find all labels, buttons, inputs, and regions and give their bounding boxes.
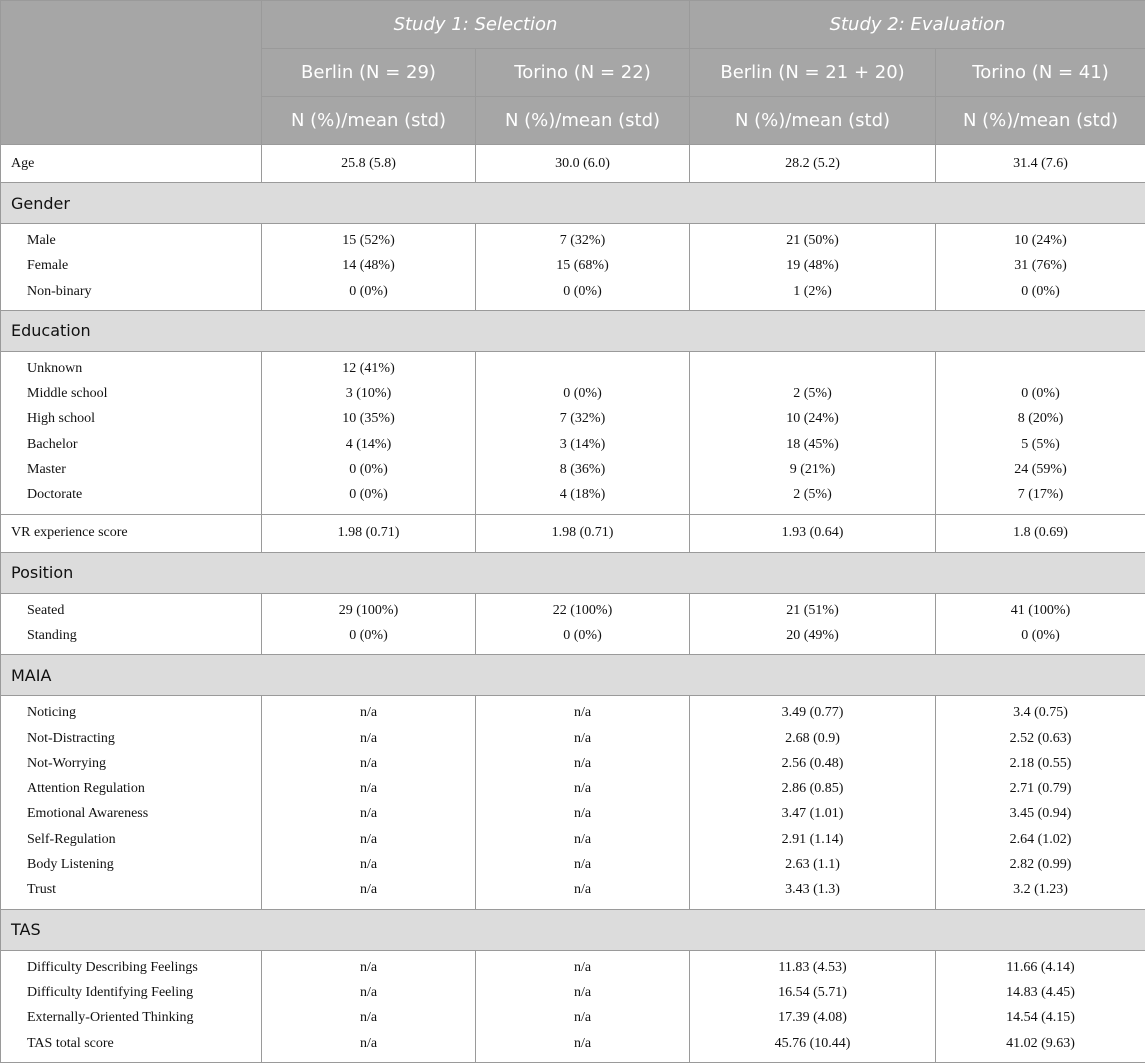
group-column-cells [476, 950, 690, 1062]
cell: n/a [476, 827, 689, 852]
group-labels [1, 224, 262, 311]
table-row-group-gender [1, 224, 1145, 311]
cell: 10 (24%) [936, 228, 1145, 253]
group-labels [1, 696, 262, 909]
row-label: Age [1, 145, 262, 183]
cell: 24 (59%) [936, 457, 1145, 482]
section-title: Position [1, 552, 1145, 593]
group-column-cells [262, 224, 476, 311]
stat-label: N (%)/mean (std) [936, 97, 1145, 145]
cell: 4 (18%) [476, 482, 689, 507]
section-title: Gender [1, 183, 1145, 224]
cell: 14.83 (4.45) [936, 980, 1145, 1005]
section-tas [1, 909, 1145, 950]
cell: 9 (21%) [690, 457, 935, 482]
cell: 25.8 (5.8) [262, 145, 476, 183]
cell: 0 (0%) [476, 381, 689, 406]
cell: 21 (51%) [690, 598, 935, 623]
section-title: MAIA [1, 655, 1145, 696]
cell: n/a [476, 1005, 689, 1030]
cell: n/a [476, 751, 689, 776]
row-label: Master [11, 457, 261, 482]
cell: 1 (2%) [690, 279, 935, 304]
cell: n/a [476, 877, 689, 902]
group-column-cells [690, 696, 936, 909]
row-label: TAS total score [11, 1031, 261, 1056]
cell: 3 (14%) [476, 432, 689, 457]
table-row-vr [1, 514, 1145, 552]
cell: 11.66 (4.14) [936, 955, 1145, 980]
table-row-group-tas [1, 950, 1145, 1062]
group-header-torino-2: Torino (N = 41) [936, 49, 1145, 97]
table-row-group-position [1, 593, 1145, 655]
stat-label: N (%)/mean (std) [262, 97, 476, 145]
group-column-cells [476, 351, 690, 514]
cell: 2.52 (0.63) [936, 726, 1145, 751]
group-column-cells [936, 696, 1145, 909]
group-labels [1, 351, 262, 514]
cell: 2.63 (1.1) [690, 852, 935, 877]
cell: 0 (0%) [476, 623, 689, 648]
cell: 3 (10%) [262, 381, 475, 406]
cell: n/a [476, 980, 689, 1005]
cell: 1.8 (0.69) [936, 514, 1145, 552]
stat-label: N (%)/mean (std) [690, 97, 936, 145]
row-label: Body Listening [11, 852, 261, 877]
cell: 15 (52%) [262, 228, 475, 253]
section-maia [1, 655, 1145, 696]
cell: 14 (48%) [262, 253, 475, 278]
cell [476, 356, 689, 381]
cell: 1.93 (0.64) [690, 514, 936, 552]
cell: n/a [476, 955, 689, 980]
cell: n/a [262, 877, 475, 902]
cell: 29 (100%) [262, 598, 475, 623]
section-title: Education [1, 310, 1145, 351]
group-header-torino-1: Torino (N = 22) [476, 49, 690, 97]
row-label: VR experience score [1, 514, 262, 552]
group-column-cells [476, 696, 690, 909]
cell: n/a [262, 980, 475, 1005]
cell: n/a [476, 726, 689, 751]
row-label: Not-Worrying [11, 751, 261, 776]
row-label: Attention Regulation [11, 776, 261, 801]
cell: 0 (0%) [936, 381, 1145, 406]
cell: 3.45 (0.94) [936, 801, 1145, 826]
group-header-berlin-2: Berlin (N = 21 + 20) [690, 49, 936, 97]
group-labels [1, 950, 262, 1062]
study1-header: Study 1: Selection [262, 1, 690, 49]
cell: 2.56 (0.48) [690, 751, 935, 776]
section-title: TAS [1, 909, 1145, 950]
cell: 0 (0%) [262, 457, 475, 482]
cell: 0 (0%) [476, 279, 689, 304]
table-row-group-maia [1, 696, 1145, 909]
cell: 41 (100%) [936, 598, 1145, 623]
cell: n/a [262, 726, 475, 751]
cell: 7 (17%) [936, 482, 1145, 507]
cell: 45.76 (10.44) [690, 1031, 935, 1056]
cell: 2.71 (0.79) [936, 776, 1145, 801]
cell: 1.98 (0.71) [476, 514, 690, 552]
header-corner [1, 1, 262, 145]
cell [690, 356, 935, 381]
cell: 10 (35%) [262, 406, 475, 431]
table-row-group-education [1, 351, 1145, 514]
cell: 41.02 (9.63) [936, 1031, 1145, 1056]
group-column-cells [690, 351, 936, 514]
cell: 17.39 (4.08) [690, 1005, 935, 1030]
cell: 19 (48%) [690, 253, 935, 278]
row-label: Self-Regulation [11, 827, 261, 852]
cell: 3.47 (1.01) [690, 801, 935, 826]
row-label: Doctorate [11, 482, 261, 507]
group-column-cells [476, 593, 690, 655]
group-labels [1, 593, 262, 655]
cell: n/a [476, 700, 689, 725]
row-label: Middle school [11, 381, 261, 406]
row-label: Seated [11, 598, 261, 623]
cell: n/a [262, 700, 475, 725]
cell: 2.68 (0.9) [690, 726, 935, 751]
row-label: Non-binary [11, 279, 261, 304]
row-label: Bachelor [11, 432, 261, 457]
table-row-age [1, 145, 1145, 183]
cell: 7 (32%) [476, 228, 689, 253]
row-label: Standing [11, 623, 261, 648]
cell: n/a [262, 955, 475, 980]
group-column-cells [476, 224, 690, 311]
cell: 31.4 (7.6) [936, 145, 1145, 183]
cell: 4 (14%) [262, 432, 475, 457]
group-column-cells [262, 593, 476, 655]
group-column-cells [262, 351, 476, 514]
cell: 3.2 (1.23) [936, 877, 1145, 902]
cell: n/a [476, 852, 689, 877]
cell: 0 (0%) [936, 623, 1145, 648]
group-column-cells [936, 593, 1145, 655]
row-label: Difficulty Identifying Feeling [11, 980, 261, 1005]
cell: 10 (24%) [690, 406, 935, 431]
group-column-cells [690, 224, 936, 311]
group-column-cells [690, 950, 936, 1062]
cell: 2.18 (0.55) [936, 751, 1145, 776]
cell: 2.82 (0.99) [936, 852, 1145, 877]
group-header-berlin-1: Berlin (N = 29) [262, 49, 476, 97]
cell: 8 (36%) [476, 457, 689, 482]
row-label: Noticing [11, 700, 261, 725]
cell: 8 (20%) [936, 406, 1145, 431]
cell: n/a [262, 827, 475, 852]
section-gender [1, 183, 1145, 224]
cell: 22 (100%) [476, 598, 689, 623]
group-column-cells [936, 224, 1145, 311]
group-column-cells [936, 950, 1145, 1062]
row-label: Not-Distracting [11, 726, 261, 751]
cell: n/a [262, 751, 475, 776]
cell: n/a [262, 1031, 475, 1056]
cell: 2.86 (0.85) [690, 776, 935, 801]
row-label: Trust [11, 877, 261, 902]
row-label: Externally-Oriented Thinking [11, 1005, 261, 1030]
row-label: Difficulty Describing Feelings [11, 955, 261, 980]
cell: n/a [262, 801, 475, 826]
cell: 21 (50%) [690, 228, 935, 253]
cell [936, 356, 1145, 381]
group-column-cells [690, 593, 936, 655]
row-label: Male [11, 228, 261, 253]
study2-header: Study 2: Evaluation [690, 1, 1145, 49]
cell: 12 (41%) [262, 356, 475, 381]
cell: 3.4 (0.75) [936, 700, 1145, 725]
section-education [1, 310, 1145, 351]
cell: 11.83 (4.53) [690, 955, 935, 980]
cell: 7 (32%) [476, 406, 689, 431]
cell: 0 (0%) [936, 279, 1145, 304]
cell: n/a [262, 776, 475, 801]
cell: 2 (5%) [690, 381, 935, 406]
cell: 3.43 (1.3) [690, 877, 935, 902]
cell: n/a [476, 1031, 689, 1056]
cell: 0 (0%) [262, 279, 475, 304]
cell: 0 (0%) [262, 623, 475, 648]
cell: 2 (5%) [690, 482, 935, 507]
cell: n/a [262, 852, 475, 877]
group-column-cells [262, 696, 476, 909]
cell: 30.0 (6.0) [476, 145, 690, 183]
section-position [1, 552, 1145, 593]
row-label: High school [11, 406, 261, 431]
cell: 31 (76%) [936, 253, 1145, 278]
cell: n/a [476, 801, 689, 826]
cell: 14.54 (4.15) [936, 1005, 1145, 1030]
group-column-cells [936, 351, 1145, 514]
cell: 16.54 (5.71) [690, 980, 935, 1005]
row-label: Female [11, 253, 261, 278]
cell: 1.98 (0.71) [262, 514, 476, 552]
cell: 15 (68%) [476, 253, 689, 278]
cell: n/a [262, 1005, 475, 1030]
stat-label: N (%)/mean (std) [476, 97, 690, 145]
cell: 3.49 (0.77) [690, 700, 935, 725]
cell: 5 (5%) [936, 432, 1145, 457]
cell: 28.2 (5.2) [690, 145, 936, 183]
group-column-cells [262, 950, 476, 1062]
row-label: Unknown [11, 356, 261, 381]
row-label: Emotional Awareness [11, 801, 261, 826]
cell: n/a [476, 776, 689, 801]
cell: 2.91 (1.14) [690, 827, 935, 852]
cell: 2.64 (1.02) [936, 827, 1145, 852]
cell: 18 (45%) [690, 432, 935, 457]
cell: 0 (0%) [262, 482, 475, 507]
cell: 20 (49%) [690, 623, 935, 648]
